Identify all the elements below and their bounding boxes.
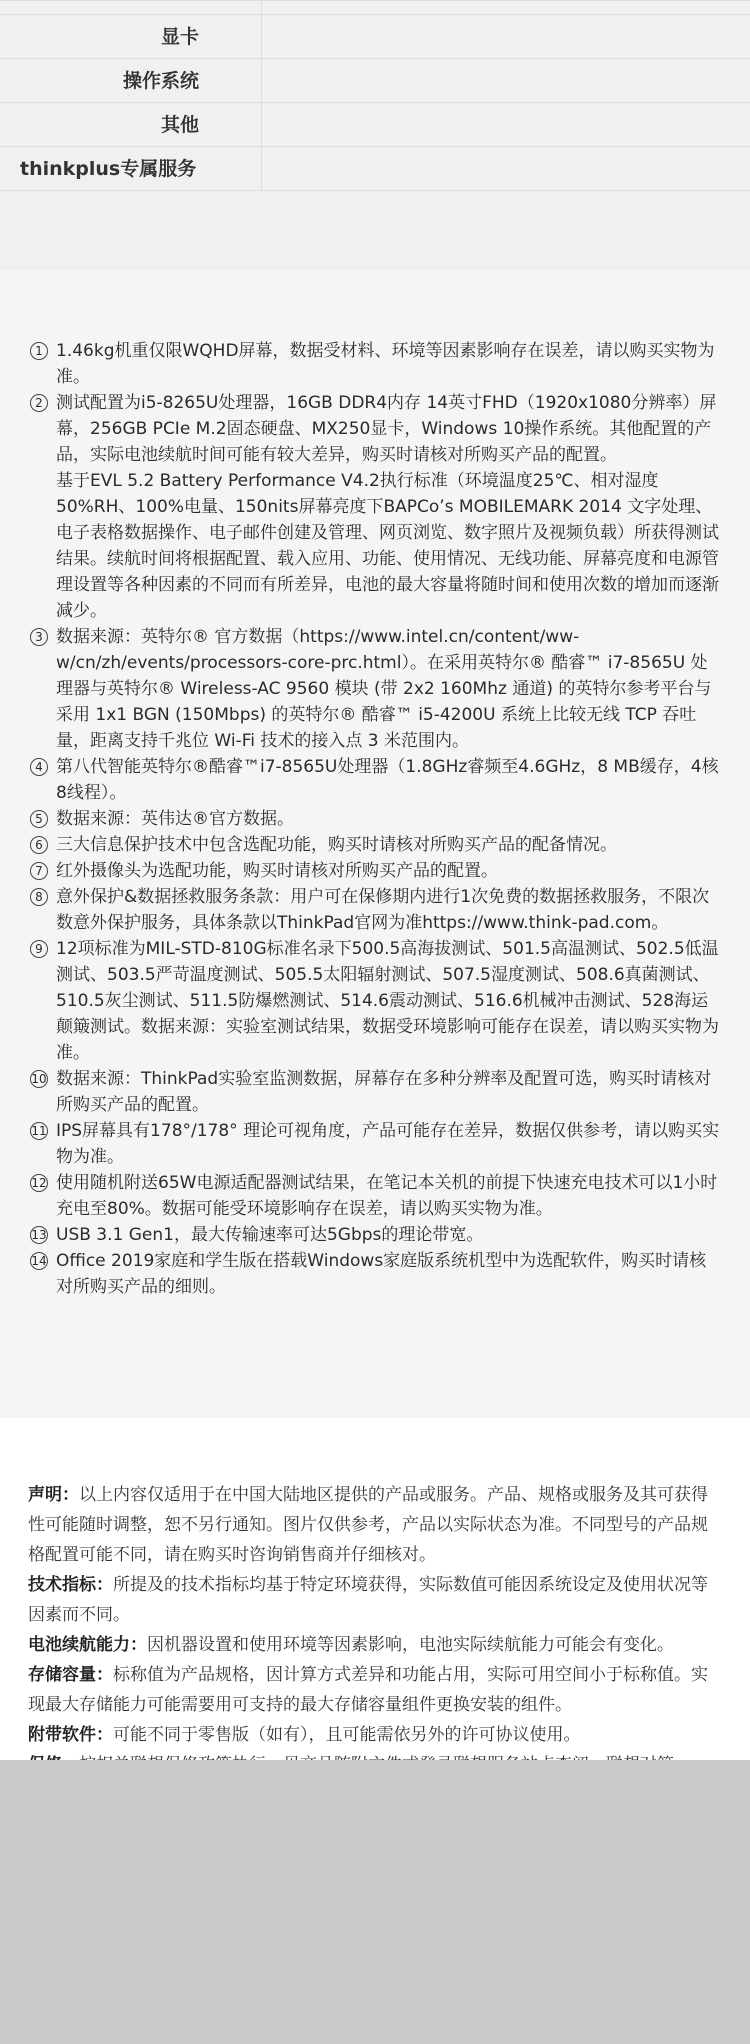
spec-value-os [262, 59, 750, 102]
footnote-number: 4 [30, 758, 48, 776]
spec-row-gpu [0, 15, 750, 59]
footnote-item [30, 624, 720, 754]
spec-key-other: 其他 [0, 103, 262, 146]
footnote-text: 三大信息保护技术中包含选配功能，购买时请核对所购买产品的配备情况。 [56, 835, 617, 855]
spec-value [262, 1, 750, 14]
disclaimer-label: 电池续航能力： [28, 1635, 147, 1655]
disclaimer-paragraph [28, 1480, 722, 1570]
footnote-text: 数据来源：英伟达®官方数据。 [56, 809, 294, 829]
disclaimer-label: 技术指标： [28, 1575, 113, 1595]
footnotes-list [30, 338, 720, 1300]
footnote-item [30, 1066, 720, 1118]
footnote-body [56, 1248, 720, 1300]
footnote-text: 第八代智能英特尔®酷睿™i7-8565U处理器（1.8GHz睿频至4.6GHz，8 MB缓存，4核8线程）。 [56, 757, 719, 803]
disclaimer-content: 因机器设置和使用环境等因素影响，电池实际续航能力可能会有变化。 [147, 1635, 674, 1655]
spec-row-partial [0, 0, 750, 15]
disclaimer-paragraph [28, 1720, 722, 1750]
footnote-body [56, 806, 294, 832]
footnote-body [56, 832, 617, 858]
disclaimer-section [0, 1418, 750, 1760]
spec-table-section [0, 0, 750, 270]
footnote-item [30, 832, 720, 858]
footnote-text: 1.46kg机重仅限WQHD屏幕，数据受材料、环境等因素影响存在误差，请以购买实物为准。 [56, 341, 715, 387]
disclaimer-paragraph [28, 1660, 722, 1720]
footnote-text: 测试配置为i5-8265U处理器，16GB DDR4内存 14英寸FHD（1920x1080分辨率）屏幕，256GB PCIe M.2固态硬盘、MX250显卡，Windows 10操作系统。其他配置的产品，实际电池续航时间可能有较大差异，购买时请核对所购买产品的配置。 [56, 393, 717, 465]
footnote-number: 10 [31, 1072, 47, 1086]
disclaimer-text [28, 1480, 722, 1780]
footnote-number: 2 [30, 394, 48, 412]
grey-overlay [0, 1760, 750, 2044]
footnote-text: Office 2019家庭和学生版在搭载Windows家庭版系统机型中为选配软件，购买时请核对所购买产品的细则。 [56, 1251, 707, 1297]
footnote-body [56, 1170, 720, 1222]
footnote-body [56, 884, 720, 936]
footnote-item [30, 390, 720, 624]
spec-key-gpu: 显卡 [0, 15, 262, 58]
footnote-number: 5 [30, 810, 48, 828]
footnote-body [56, 754, 720, 806]
footnote-text: USB 3.1 Gen1，最大传输速率可达5Gbps的理论带宽。 [56, 1225, 484, 1245]
footnote-item [30, 936, 720, 1066]
footnote-item [30, 1222, 720, 1248]
disclaimer-label: 声明： [28, 1485, 79, 1505]
footnote-body [56, 936, 720, 1066]
footnote-item [30, 1248, 720, 1300]
footnote-body [56, 390, 720, 624]
disclaimer-content: 以上内容仅适用于在中国大陆地区提供的产品或服务。产品、规格或服务及其可获得性可能随时调整，恕不另行通知。图片仅供参考，产品以实际状态为准。不同型号的产品规格配置可能不同，请在购买时咨询销售商并仔细核对。 [28, 1485, 708, 1565]
footnotes-section [0, 270, 750, 1418]
footnote-text: 12项标准为MIL-STD-810G标准名录下500.5高海拔测试、501.5高温测试、502.5低温测试、503.5严苛温度测试、505.5太阳辐射测试、507.5湿度测试、508.6真菌测试、510.5灰尘测试、511.5防爆燃测试、514.6震动测试、516.6机械冲击测试、528海运颠簸测试。数据来源：实验室测试结果，数据受环境影响可能存在误差，请以购买实物为准。 [56, 939, 719, 1063]
footnote-body [56, 624, 720, 754]
footnote-item [30, 884, 720, 936]
spec-key [0, 1, 262, 14]
spec-key-os: 操作系统 [0, 59, 262, 102]
footnote-body [56, 338, 720, 390]
footnote-body [56, 1118, 720, 1170]
footnote-number: 9 [30, 940, 48, 958]
disclaimer-label: 附带软件： [28, 1725, 113, 1745]
footnote-item [30, 858, 720, 884]
footnote-number: 7 [30, 862, 48, 880]
footnote-number: 1 [30, 342, 48, 360]
disclaimer-content: 所提及的技术指标均基于特定环境获得，实际数值可能因系统设定及使用状况等因素而不同。 [28, 1575, 708, 1625]
footnote-number: 3 [30, 628, 48, 646]
footnote-item [30, 338, 720, 390]
footnote-number: 11 [31, 1124, 47, 1138]
footnote-number: 12 [31, 1176, 47, 1190]
footnote-number: 8 [30, 888, 48, 906]
footnote-body [56, 1222, 483, 1248]
footnote-item [30, 1170, 720, 1222]
footnote-number: 14 [31, 1254, 47, 1268]
footnote-text: 使用随机附送65W电源适配器测试结果，在笔记本关机的前提下快速充电技术可以1小时充电至80%。数据可能受环境影响存在误差，请以购买实物为准。 [56, 1173, 718, 1219]
disclaimer-paragraph [28, 1630, 722, 1660]
disclaimer-content: 标称值为产品规格，因计算方式差异和功能占用，实际可用空间小于标称值。实现最大存储能力可能需要用可支持的最大存储容量组件更换安装的组件。 [28, 1665, 708, 1715]
footnote-number: 6 [30, 836, 48, 854]
disclaimer-label: 存储容量： [28, 1665, 113, 1685]
disclaimer-content: 可能不同于零售版（如有），且可能需依另外的许可协议使用。 [113, 1725, 581, 1745]
footnote-text: IPS屏幕具有178°/178° 理论可视角度，产品可能存在差异，数据仅供参考，请以购买实物为准。 [56, 1121, 720, 1167]
footnote-text: 红外摄像头为选配功能，购买时请核对所购买产品的配置。 [56, 861, 498, 881]
spec-row-other [0, 103, 750, 147]
footnote-text: 意外保护&数据拯救服务条款：用户可在保修期内进行1次免费的数据拯救服务，不限次数意外保护服务，具体条款以ThinkPad官网为准https://www.think-pad.com。 [56, 887, 710, 933]
footnote-number: 13 [31, 1228, 47, 1242]
footnote-text: 数据来源：英特尔® 官方数据（https://www.intel.cn/content/ww-w/cn/zh/events/processors-core-prc.html）。在采用英特尔® 酷睿™ i7-8565U 处理器与英特尔® Wireless-AC 9560 模块 (带 2x2 160Mhz 通道) 的英特尔参考平台与采用 1x1 BGN (150Mbps) 的英特尔® 酷睿™ i5-4200U 系统上比较无线 TCP 吞吐量，距离支持千兆位 Wi-Fi 技术的接入点 3 米范围内。 [56, 627, 712, 751]
footnote-text: 数据来源：ThinkPad实验室监测数据，屏幕存在多种分辨率及配置可选，购买时请核对所购买产品的配置。 [56, 1069, 712, 1115]
spec-value-other [262, 103, 750, 146]
spec-value-thinkplus [262, 147, 750, 190]
footnote-item [30, 754, 720, 806]
disclaimer-paragraph [28, 1570, 722, 1630]
footnote-body [56, 858, 498, 884]
spec-key-thinkplus: thinkplus专属服务 [0, 147, 262, 190]
spec-row-os [0, 59, 750, 103]
footnote-item [30, 1118, 720, 1170]
spec-value-gpu [262, 15, 750, 58]
spec-row-thinkplus [0, 147, 750, 191]
footnote-item [30, 806, 720, 832]
footnote-body [56, 1066, 720, 1118]
footnote-text: 基于EVL 5.2 Battery Performance V4.2执行标准（环境温度25℃、相对湿度50%RH、100%电量、150nits屏幕亮度下BAPCo’s MOBILEMARK 2014 文字处理、电子表格数据操作、电子邮件创建及管理、网页浏览、数字照片及视频负载）所获得测试结果。续航时间将根据配置、载入应用、功能、使用情况、无线功能、屏幕亮度和电源管理设置等各种因素的不同而有所差异，电池的最大容量将随时间和使用次数的增加而逐渐减少。 [56, 471, 719, 621]
spec-table [0, 0, 750, 191]
